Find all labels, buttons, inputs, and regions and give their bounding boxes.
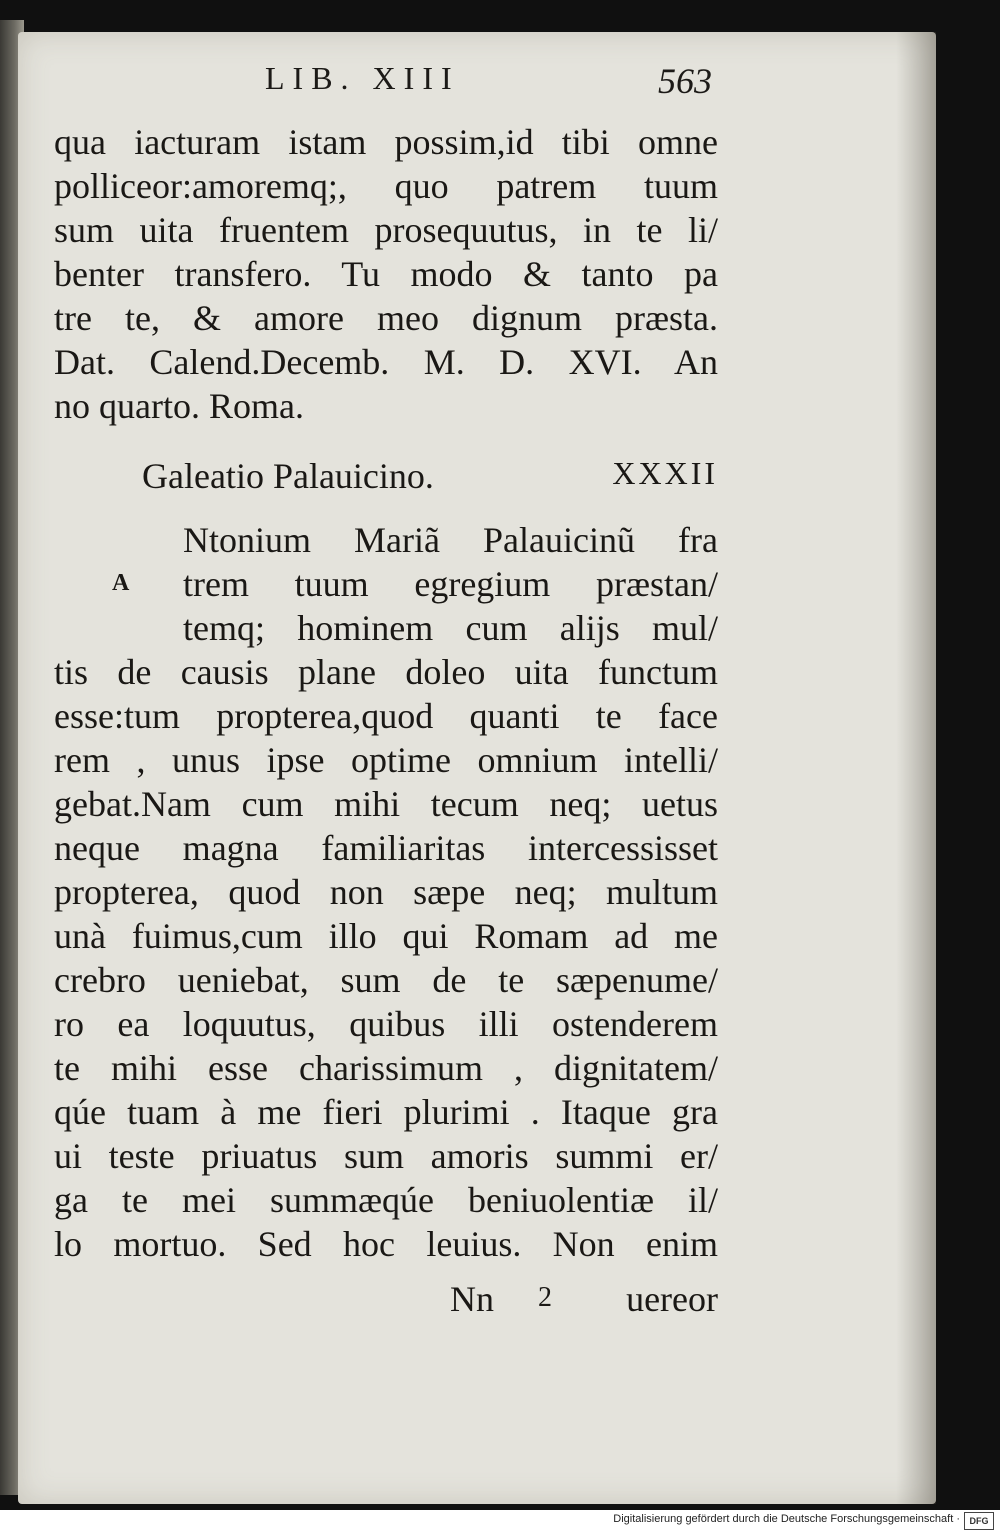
indented-text-block bbox=[183, 518, 718, 650]
text-line: qua iacturam istam possim,id tibi omne bbox=[54, 122, 718, 162]
text-line: tre te, & amore meo dignum præsta. bbox=[54, 298, 718, 338]
text-line: sum uita fruentem prosequutus, in te li/ bbox=[54, 210, 718, 250]
digitization-notice: Digitalisierung gefördert durch die Deutsche Forschungsgemeinschaft · bbox=[613, 1513, 960, 1525]
letter-heading-title: Galeatio Palauicino. bbox=[142, 456, 434, 496]
text-line: Ntonium Mariã Palauicinũ fra bbox=[183, 520, 718, 560]
text-line: rem , unus ipse optime omnium intelli/ bbox=[54, 740, 718, 780]
top-text-block bbox=[54, 120, 718, 428]
signature-line bbox=[450, 1278, 718, 1322]
text-line: gebat.Nam cum mihi tecum neq; uetus bbox=[54, 784, 718, 824]
text-line: neque magna familiaritas intercessisset bbox=[54, 828, 718, 868]
text-line: qúe tuam à me fieri plurimi . Itaque gra bbox=[54, 1092, 718, 1132]
page-gutter-shadow bbox=[896, 32, 936, 1504]
text-line: benter transfero. Tu modo & tanto pa bbox=[54, 254, 718, 294]
text-line: temq; hominem cum alijs mul/ bbox=[183, 608, 718, 648]
text-line: ga te mei summæqúe beniuolentiæ il/ bbox=[54, 1180, 718, 1220]
text-line: lo mortuo. Sed hoc leuius. Non enim bbox=[54, 1224, 718, 1264]
dfg-logo-icon: DFG bbox=[964, 1512, 994, 1530]
digitization-footer bbox=[0, 1510, 1000, 1532]
main-text-block bbox=[54, 650, 718, 1266]
signature-number: 2 bbox=[538, 1282, 552, 1313]
running-head bbox=[40, 60, 740, 110]
letter-heading bbox=[142, 455, 718, 499]
text-line: propterea, quod non sæpe neq; multum bbox=[54, 872, 718, 912]
text-line: trem tuum egregium præstan/ bbox=[183, 564, 718, 604]
text-line: unà fuimus,cum illo qui Romam ad me bbox=[54, 916, 718, 956]
catchword: uereor bbox=[626, 1279, 718, 1319]
page-number: 563 bbox=[658, 61, 712, 101]
text-line: crebro ueniebat, sum de te sæpenume/ bbox=[54, 960, 718, 1000]
letter-heading-number: XXXII bbox=[612, 455, 718, 491]
text-line: te mihi esse charissimum , dignitatem/ bbox=[54, 1048, 718, 1088]
signature-mark: Nn bbox=[450, 1279, 494, 1319]
text-line: no quarto. Roma. bbox=[54, 386, 304, 426]
text-line: Dat. Calend.Decemb. M. D. XVI. An bbox=[54, 342, 718, 382]
text-line: polliceor:amoremq;, quo patrem tuum bbox=[54, 166, 718, 206]
running-head-book: LIB. XIII bbox=[265, 60, 460, 96]
text-line: tis de causis plane doleo uita functum bbox=[54, 652, 718, 692]
text-line: esse:tum propterea,quod quanti te face bbox=[54, 696, 718, 736]
drop-initial: A bbox=[112, 570, 130, 596]
text-line: ui teste priuatus sum amoris summi er/ bbox=[54, 1136, 718, 1176]
text-line: ro ea loquutus, quibus illi ostenderem bbox=[54, 1004, 718, 1044]
